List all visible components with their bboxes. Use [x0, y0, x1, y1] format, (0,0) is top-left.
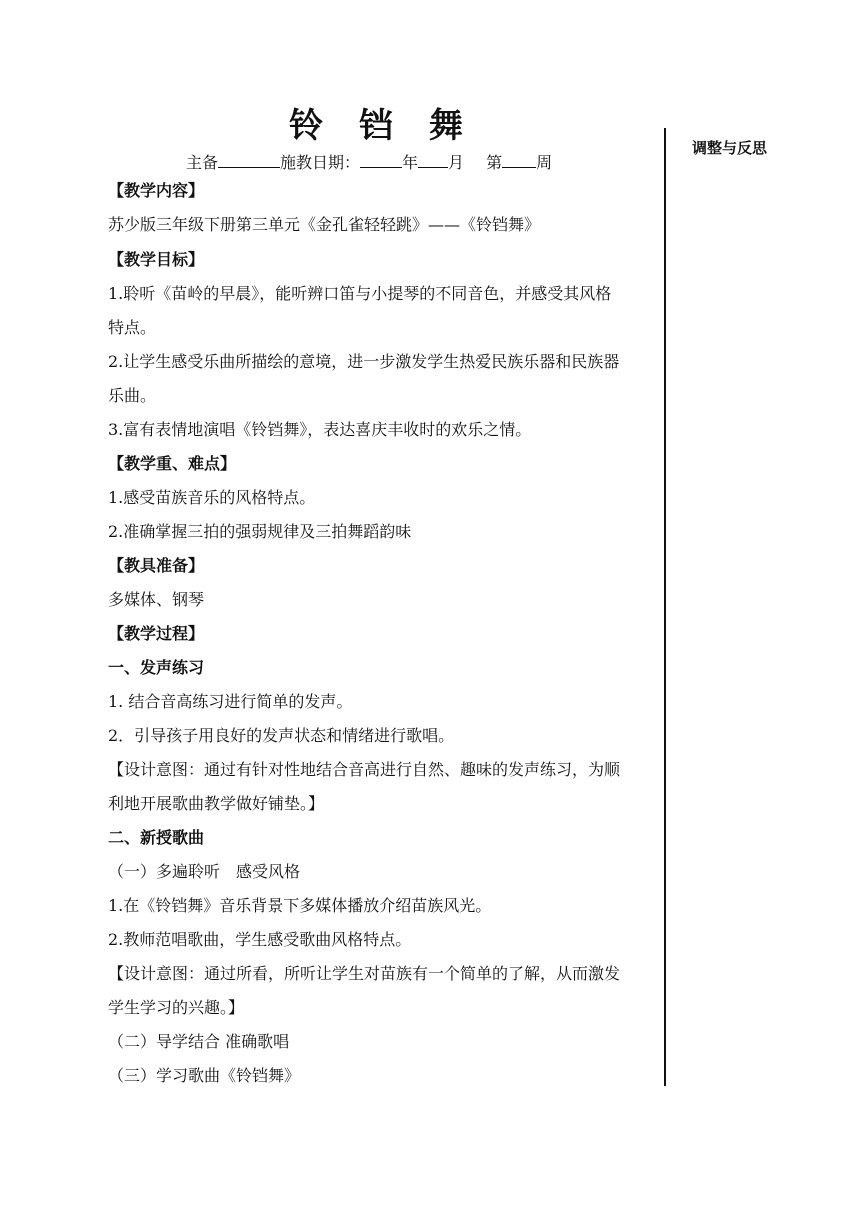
content-line: 2.准确掌握三拍的强弱规律及三拍舞蹈韵味: [108, 522, 412, 541]
content-line: 3.富有表情地演唱《铃铛舞》，表达喜庆丰收时的欢乐之情。: [108, 420, 532, 439]
content-line: 【设计意图：通过有针对性地结合音高进行自然、趣味的发声练习，为顺: [108, 760, 621, 779]
week-prefix: 第: [486, 153, 503, 172]
content-line: 利地开展歌曲教学做好铺垫。】: [108, 794, 325, 813]
content-line: （三）学习歌曲《铃铛舞》: [108, 1066, 301, 1085]
preparer-blank: [218, 153, 280, 168]
year-label: 年: [402, 153, 419, 172]
content-line: 2.让学生感受乐曲所描绘的意境，进一步激发学生热爱民族乐器和民族器: [108, 352, 620, 371]
year-blank: [360, 153, 402, 168]
section-heading: 【教学目标】: [108, 250, 205, 269]
content-line: 多媒体、钢琴: [108, 590, 205, 609]
content-line: 特点。: [108, 318, 157, 337]
content-line: 2.教师范唱歌曲，学生感受歌曲风格特点。: [108, 930, 412, 949]
month-blank: [418, 153, 448, 168]
section-heading: 【教学重、难点】: [108, 454, 237, 473]
content-line: （一）多遍聆听 感受风格: [108, 862, 301, 881]
content-line: 苏少版三年级下册第三单元《金孔雀轻轻跳》——《铃铛舞》: [108, 215, 541, 234]
content-line: 学生学习的兴趣。】: [108, 998, 245, 1017]
column-divider: [664, 128, 666, 1086]
content-line: 【设计意图：通过所看，所听让学生对苗族有一个简单的了解，从而激发: [108, 964, 621, 983]
month-label: 月: [448, 153, 465, 172]
content-line: 1. 结合音高练习进行简单的发声。: [108, 692, 353, 711]
content-line: 1.在《铃铛舞》音乐背景下多媒体播放介绍苗族风光。: [108, 896, 492, 915]
preparer-label: 主备: [186, 153, 219, 172]
content-line: 2．引导孩子用良好的发声状态和情绪进行歌唱。: [108, 726, 455, 745]
content-line: 1.感受苗族音乐的风格特点。: [108, 488, 316, 507]
content-line: 1.聆听《苗岭的早晨》，能听辨口笛与小提琴的不同音色，并感受其风格: [108, 284, 612, 303]
page-title: 铃 铛 舞: [289, 106, 475, 146]
section-heading: 【教学内容】: [108, 181, 205, 200]
lesson-meta: [186, 150, 552, 173]
section-heading: 【教学过程】: [108, 624, 205, 643]
reflection-column-title: 调整与反思: [692, 139, 768, 157]
date-label: 施教日期：: [280, 153, 361, 172]
week-blank: [502, 153, 536, 168]
content-line: （二）导学结合 准确歌唱: [108, 1032, 290, 1051]
week-label: 周: [536, 153, 553, 172]
section-heading: 一、发声练习: [108, 658, 205, 677]
section-heading: 二、新授歌曲: [108, 828, 205, 847]
content-line: 乐曲。: [108, 386, 157, 405]
section-heading: 【教具准备】: [108, 556, 205, 575]
